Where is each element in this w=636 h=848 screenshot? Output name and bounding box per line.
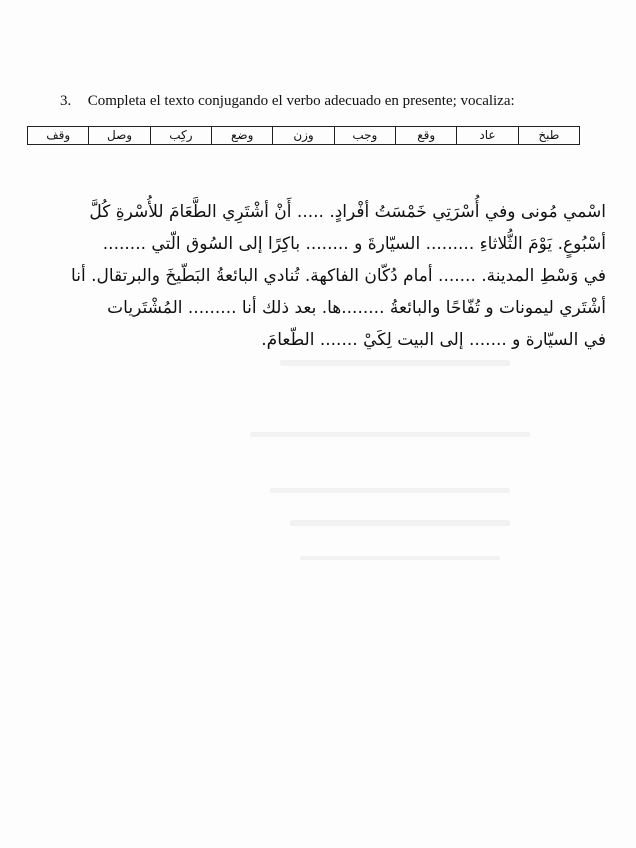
bleed-through-mark [290,520,510,526]
instruction-text: Completa el texto conjugando el verbo adecuado en presente; vocaliza: [87,93,515,109]
verb-cell: وصل [88,127,149,144]
bleed-through-mark [300,556,500,560]
verb-cell: ركِب [150,127,211,144]
verb-cell: وقف [46,128,71,142]
exercise-number: 3. [60,93,72,109]
verb-cell: عاد [456,127,517,144]
paragraph-line: أسْبُوعٍ. يَوْمَ الثُّلاثاءِ ......... السيّارةَ و ........ باكِرًا إلى السُوق الّتي ........ [102,234,606,254]
paragraph-line: في السيّارة و ....... إلى البيت لِكَيْ ....... الطّعامَ. [261,330,606,350]
verb-cell: وضع [211,127,272,144]
paragraph-line: في وَسْطِ المدينة. ....... أمام دُكّان الفاكهة. تُنادي البائعةُ البَطّيخَ والبرتقال. أنا [71,266,606,286]
bleed-through-mark [280,360,510,366]
bleed-through-mark [250,432,530,437]
verb-cell: طبخ [518,127,579,144]
paragraph-line: اسْمي مُونى وفي أُسْرَتِي خَمْسَتُ أفْرادٍ. ..... أَنْ أشْتَرِي الطَّعَامَ للأُسْرةِ كُلَّ [89,202,606,222]
verb-bank-table [27,126,580,145]
arabic-paragraph [26,196,606,356]
verb-cell: وزن [272,127,333,144]
paragraph-line: أشْتَري ليمونات و تُفّاحًا والبائعةُ ........ها. بعد ذلك أنا ......... المُشْتَريات [107,298,606,318]
exercise-instruction [60,93,515,110]
verb-cell: وقع [395,127,456,144]
bleed-through-mark [270,488,510,493]
verb-cell: وجب [334,127,395,144]
